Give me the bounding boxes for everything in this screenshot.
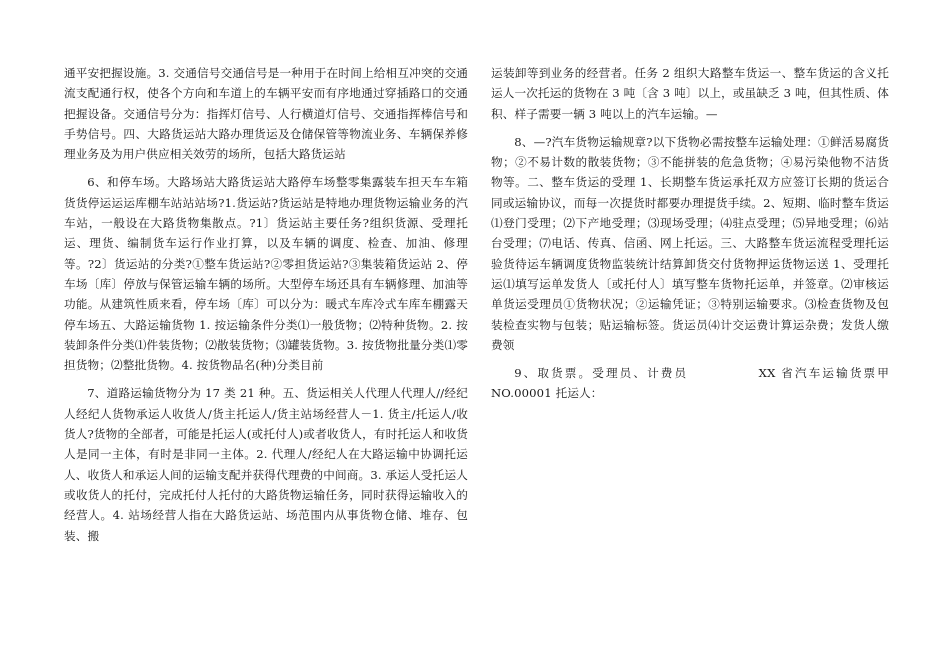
- left-column: [64, 63, 468, 546]
- right-paragraph-1: 运装卸等到业务的经营者。任务 2 组织大路整车货运一、整车货运的含义托运人一次托运的货物在 3 吨〔含 3 吨〕以上，或虽缺乏 3 吨，但其性质、体积、样子需要一辆 3 吨以上的汽车运输。—: [491, 66, 889, 121]
- left-paragraph-1: 通平安把握设施。3. 交通信号交通信号是一种用于在时间上给相互冲突的交通流支配通行权，使各个方向和车道上的车辆平安而有序地通过穿插路口的交通把握设备。交通信号分为：指挥灯信号、人行横道灯信号、交通指挥棒信号和手势信号。四、大路货运站大路办理货运及仓储保管等物流业务、车辆保养修理业务及为用户供应相关效劳的场所，包括大路货运站: [64, 66, 468, 162]
- right-column: [491, 63, 893, 404]
- left-paragraph-2: 6、和停车场。大路场站大路货运站大路停车场整零集露装车担天车车箱货货停运运运库棚车站站站场?1.货运站?货运站是特地办理货物运输业务的汽车站，一般设在大路货物集散点。?1〕货运站主要任务?组织货源、受理托运、理货、编制货车运行作业打算，以及车辆的调度、检查、加油、修理等。?2〕货运站的分类?①整车货运站?②零担货运站?③集装箱货运站 2、停车场〔库〕停放与保管运输车辆的场所。大型停车场还具有车辆修理、加油等功能。从建筑性质来看，停车场〔库〕可以分为：暖式车库冷式车库车棚露天停车场五、大路运输货物 1. 按运输条件分类⑴一般货物；⑵特种货物。2. 按装卸条件分类⑴件装货物；⑵散装货物；⑶罐装货物。3. 按货物批量分类⑴零担货物；⑵整批货物。4. 按货物品名(种)分类目前: [64, 175, 468, 373]
- left-paragraph-3: 7、道路运输货物分为 17 类 21 种。五、货运相关人代理人代理人//经纪人经纪人货物承运人收货人/货主托运人/货主站场经营人－1. 货主/托运人/收货人?货物的全部者，可能是托运人(或托付人)或者收货人，有时托运人和收货人是同一主体，有时是非同一主体。2. 代理人/经纪人在大路运输中协调托运人、收货人和承运人间的运输支配并获得代理费的中间商。3. 承运人受托运人或收货人的托付，完成托付人托付的大路货物运输任务，同时获得运输收入的经营人。4. 站场经营人指在大路货运站、场范围内从事货物仓储、堆存、包装、搬: [64, 386, 468, 543]
- right-paragraph-3: 9、取货票。受理员、计费员 XX 省汽车运输货票甲 NO.00001 托运人：: [491, 366, 893, 401]
- right-paragraph-2: 8、—?汽车货物运输规章?以下货物必需按整车运输处理：①鲜活易腐货物；②不易计数的散装货物；③不能拼装的危急货物；④易污染他物不洁货物等。二、整车货运的受理 1、长期整车货运承托双方应签订长期的货运合同或运输协议，而每一次提货时都要办理提货手续。2、短期、临时整车货运⑴登门受理；⑵下产地受理；⑶现场受理；⑷驻点受理；⑸异地受理；⑹站台受理；⑺电话、传真、信函、网上托运。三、大路整车货运流程受理托运验货待运车辆调度货物监装统计结算卸货交付货物押运货物运送 1、受理托运⑴填写运单发货人〔或托付人〕填写整车货物托运单，并签章。⑵审核运单货运受理员①货物状况；②运输凭证；③特别运输要求。⑶检查货物及包装检查实物与包装；贴运输标签。货运员⑷计交运费计算运杂费；发货人缴费领: [491, 134, 889, 352]
